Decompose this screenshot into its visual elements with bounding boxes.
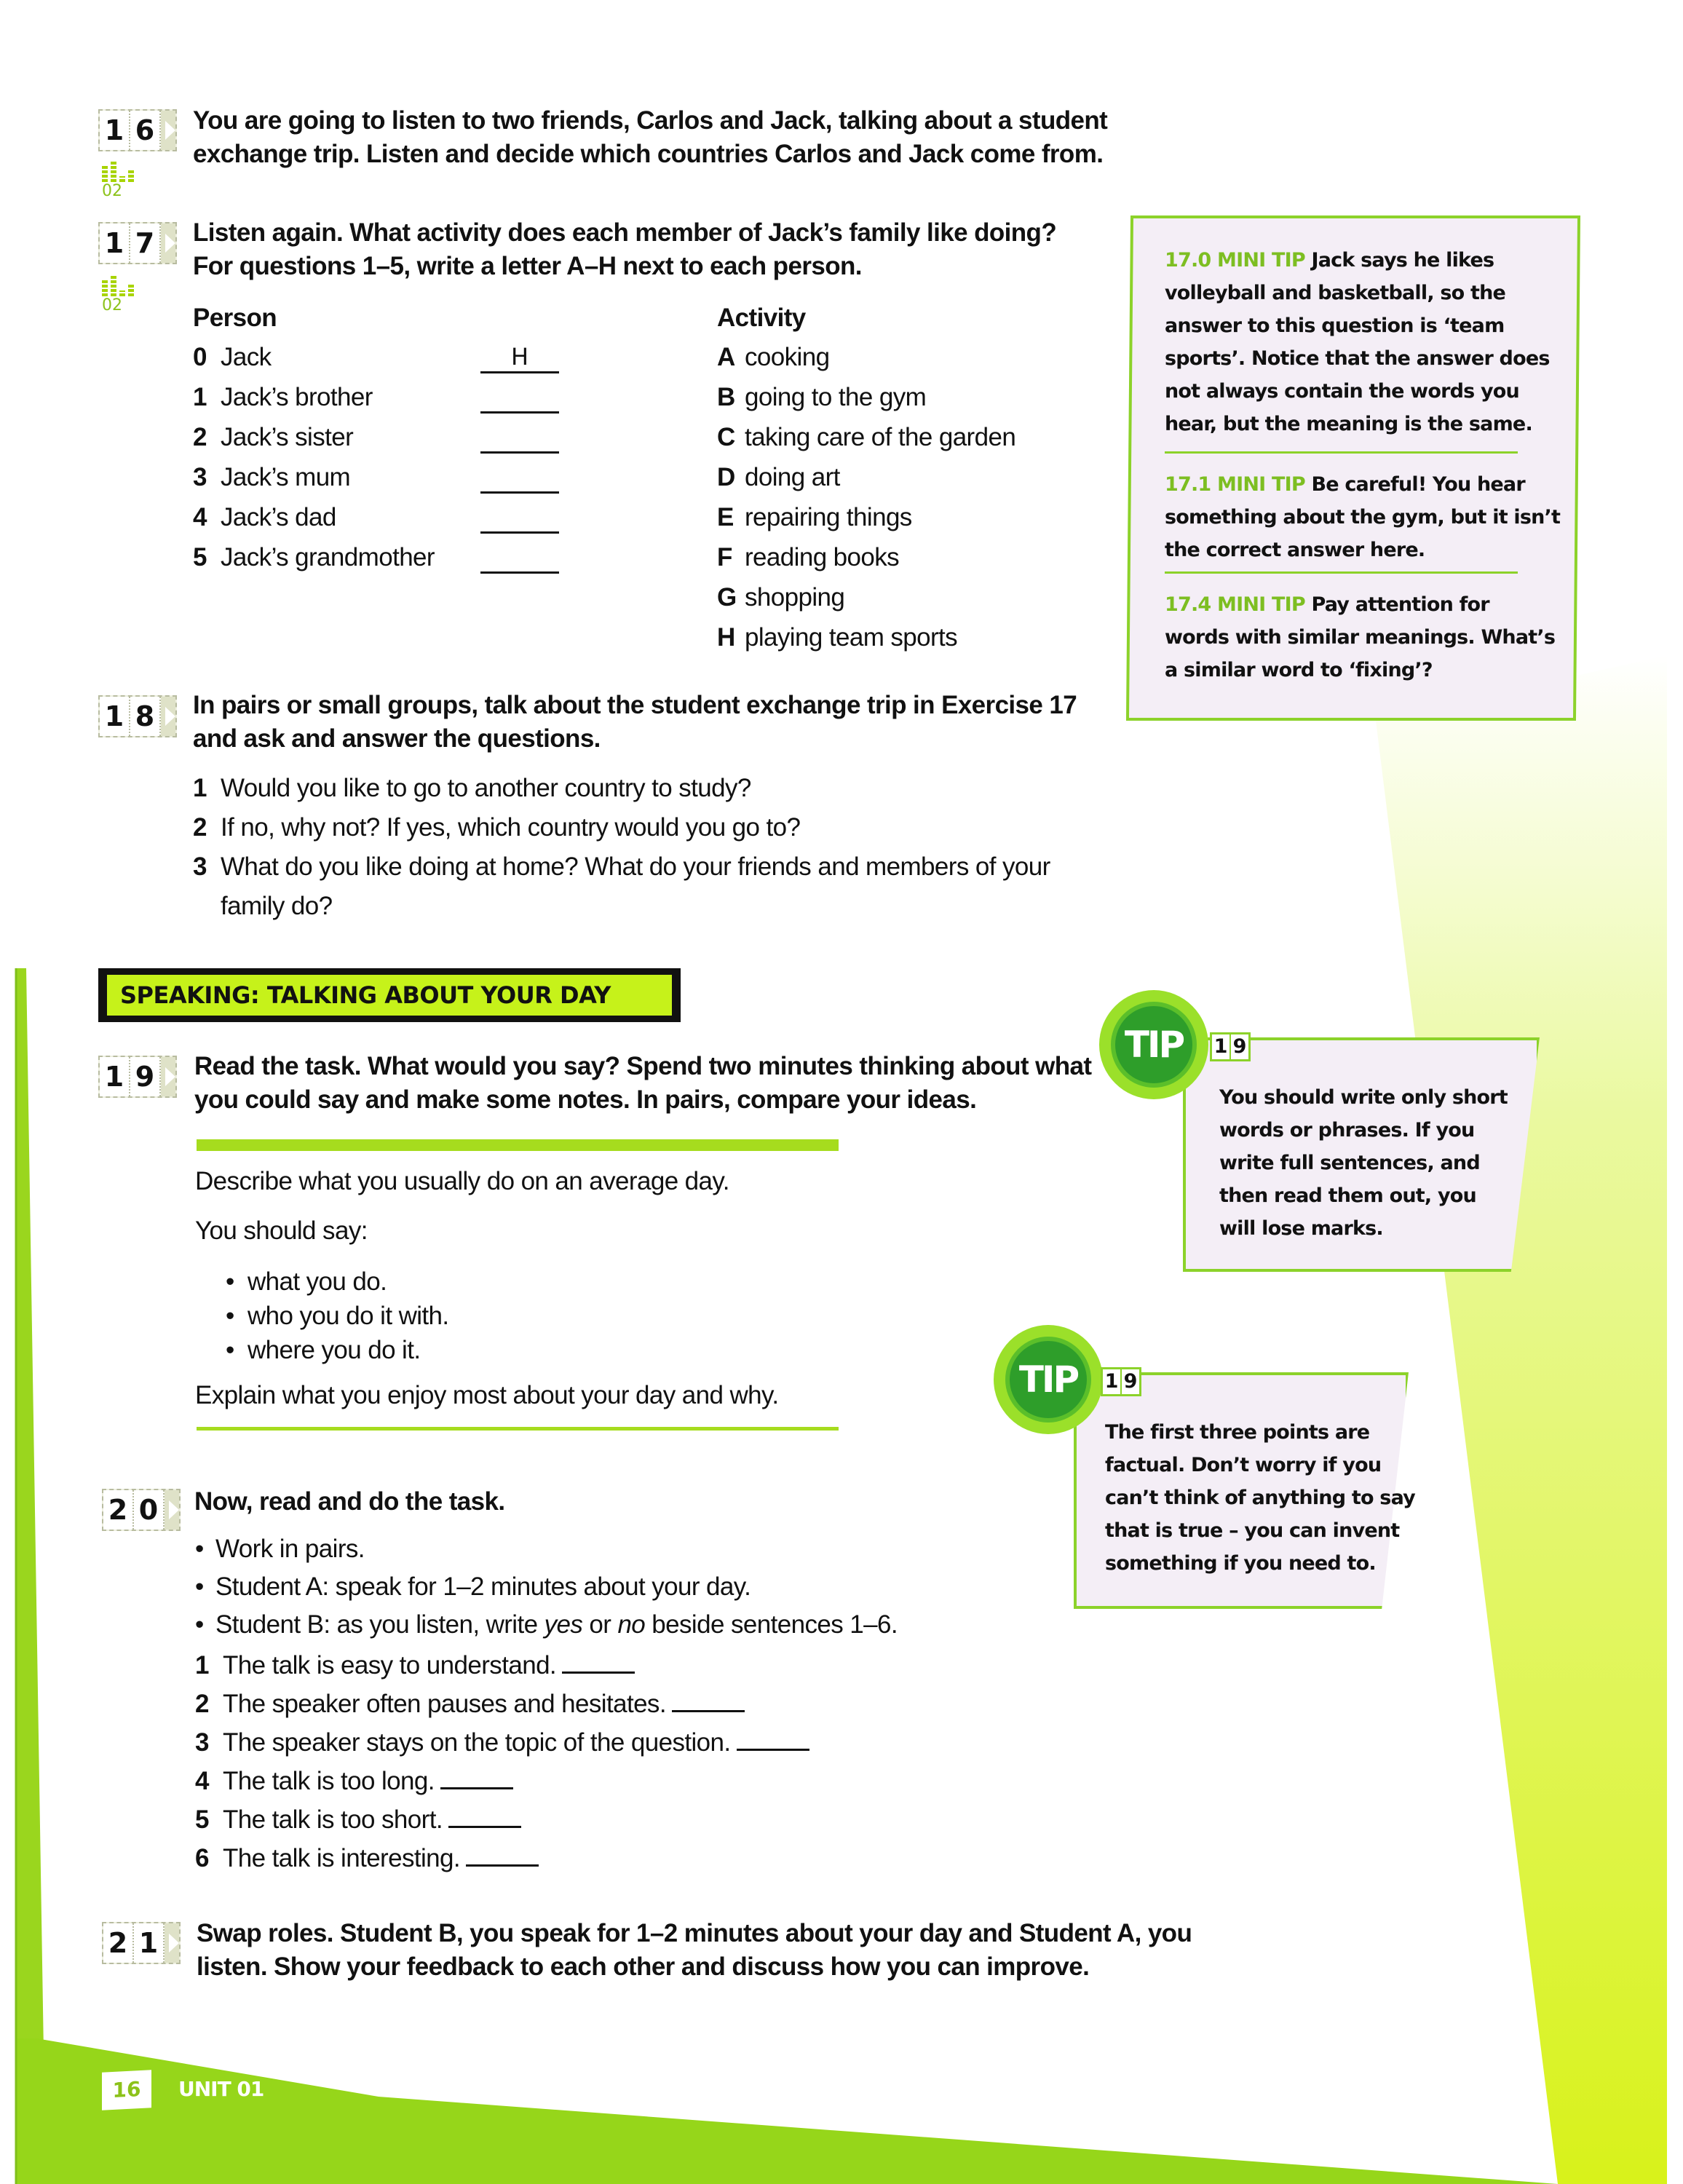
badge-digit: 1 xyxy=(100,1057,130,1096)
answer-blank[interactable] xyxy=(562,1650,635,1674)
mini-tip-line: not always contain the words you xyxy=(1165,380,1519,403)
activity-letter: E xyxy=(717,503,734,531)
audio-track-number: 02 xyxy=(102,296,122,314)
statement-item xyxy=(195,1649,635,1682)
activity-label: cooking xyxy=(745,343,830,371)
tip-badge-1 xyxy=(1099,990,1208,1099)
tip-label: TIP xyxy=(1005,1337,1091,1423)
play-arrow-icon xyxy=(165,1490,179,1530)
mini-tip-label: 17.0 xyxy=(1165,249,1211,272)
exercise-18-number-badge xyxy=(98,695,177,737)
audio-track-17[interactable] xyxy=(102,273,146,315)
instruction-line: In pairs or small groups, talk about the student exchange trip in Exercise 17 xyxy=(193,691,1077,719)
badge-digit: 9 xyxy=(130,1057,161,1096)
play-arrow-icon xyxy=(161,111,175,150)
tip-badge-2 xyxy=(994,1325,1103,1434)
statement-number: 1 xyxy=(195,1651,209,1679)
mini-tip-line: sports’. Notice that the answer does xyxy=(1165,347,1550,370)
person-name: Jack’s dad xyxy=(221,503,336,531)
activity-letter: F xyxy=(717,543,732,571)
activity-label: going to the gym xyxy=(745,383,927,411)
instruction-line: Listen again. What activity does each member of Jack’s family like doing? xyxy=(193,218,1057,247)
tip-number-digit: 1 xyxy=(1212,1034,1231,1059)
activity-label: doing art xyxy=(745,463,840,491)
bullet-icon: • xyxy=(195,1535,204,1563)
mini-tip-first-line xyxy=(1165,468,1560,501)
bullet-text: Work in pairs. xyxy=(215,1535,365,1563)
person-number: 3 xyxy=(193,463,207,491)
answer-blank[interactable] xyxy=(672,1688,745,1712)
tip-label: TIP xyxy=(1111,1002,1197,1088)
tip-number-digit: 1 xyxy=(1103,1369,1122,1394)
person-header: Person xyxy=(193,304,277,332)
play-arrow-icon xyxy=(161,1057,175,1096)
mini-tip-tag: MINI TIP xyxy=(1217,593,1305,616)
activity-label: playing team sports xyxy=(745,623,958,652)
answer-blank[interactable]: H xyxy=(480,342,559,373)
statement-item xyxy=(195,1765,513,1798)
instruction-line: Swap roles. Student B, you speak for 1–2 minutes about your day and Student A, you xyxy=(197,1919,1192,1947)
person-number: 1 xyxy=(193,383,207,411)
task-should-say: You should say: xyxy=(195,1216,368,1245)
person-number: 4 xyxy=(193,503,207,531)
mini-tip-label: 17.1 xyxy=(1165,473,1211,496)
mini-tip-first-line xyxy=(1165,244,1550,277)
statement-number: 6 xyxy=(195,1844,209,1872)
bullet-text: or xyxy=(582,1610,618,1639)
bullet-icon: • xyxy=(226,1267,234,1296)
activity-label: shopping xyxy=(745,583,845,612)
statement-number: 4 xyxy=(195,1767,209,1795)
badge-digit: 6 xyxy=(130,111,161,150)
question-number: 2 xyxy=(193,813,207,842)
question-text: Would you like to go to another country to study? xyxy=(221,774,751,802)
exercise-21-number-badge xyxy=(102,1922,181,1964)
statement-item xyxy=(195,1688,745,1721)
person-name: Jack’s brother xyxy=(221,383,373,411)
question-text-continued: family do? xyxy=(221,892,333,920)
statement-text: The speaker stays on the topic of the question. xyxy=(223,1728,731,1757)
mini-tip-line: a similar word to ‘fixing’? xyxy=(1165,659,1433,681)
mini-tip-line: the correct answer here. xyxy=(1165,539,1425,561)
exercise-19-instruction xyxy=(194,1050,1091,1117)
answer-blank[interactable] xyxy=(466,1843,539,1867)
statement-text: The speaker often pauses and hesitates. xyxy=(223,1690,666,1718)
exercise-20-instruction: Now, read and do the task. xyxy=(194,1487,505,1516)
task-bullet xyxy=(226,1299,449,1333)
mini-tip xyxy=(1165,588,1555,687)
answer-blank[interactable] xyxy=(480,382,559,414)
answer-blank[interactable] xyxy=(440,1765,513,1789)
activity-letter: A xyxy=(717,343,735,371)
tip-line: You should write only short xyxy=(1219,1086,1508,1109)
bullet-text: Student B: as you listen, write xyxy=(215,1610,544,1639)
answer-blank[interactable] xyxy=(480,542,559,574)
activity-row xyxy=(717,621,957,654)
activity-row xyxy=(717,501,912,534)
person-row xyxy=(193,501,336,534)
bullet-emphasis: no xyxy=(617,1610,646,1639)
right-green-wedge xyxy=(1376,655,1667,2184)
audio-equalizer-icon xyxy=(102,273,146,296)
instruction-line: exchange trip. Listen and decide which countries Carlos and Jack come from. xyxy=(193,140,1104,168)
mini-tip-line: Pay attention for xyxy=(1311,593,1489,616)
page-number: 16 xyxy=(102,2070,151,2110)
question-number: 3 xyxy=(193,852,207,881)
left-green-strip xyxy=(16,968,44,2053)
mini-tip-tag: MINI TIP xyxy=(1217,473,1305,496)
person-row xyxy=(193,461,350,494)
badge-digit: 2 xyxy=(103,1490,134,1530)
activity-row xyxy=(717,541,899,574)
mini-tip-line: hear, but the meaning is the same. xyxy=(1165,413,1532,435)
mini-tip-first-line xyxy=(1165,588,1555,621)
person-number: 5 xyxy=(193,543,207,571)
statement-text: The talk is easy to understand. xyxy=(223,1651,557,1679)
bullet-icon: • xyxy=(226,1336,234,1364)
audio-equalizer-icon xyxy=(102,159,146,182)
task-bullet xyxy=(195,1570,751,1604)
person-name: Jack xyxy=(221,343,272,371)
mini-tip-line: Jack says he likes xyxy=(1311,249,1494,272)
audio-track-number: 02 xyxy=(102,182,122,200)
instruction-line: listen. Show your feedback to each other and discuss how you can improve. xyxy=(197,1952,1090,1981)
bullet-emphasis: yes xyxy=(544,1610,583,1639)
instruction-line: Read the task. What would you say? Spend two minutes thinking about what xyxy=(194,1052,1092,1080)
badge-digit: 8 xyxy=(130,697,161,736)
exercise-20-number-badge xyxy=(102,1489,181,1531)
question-text: What do you like doing at home? What do your friends and members of your xyxy=(221,852,1050,881)
activity-header: Activity xyxy=(717,304,806,332)
task-bullet xyxy=(226,1334,421,1367)
badge-digit: 1 xyxy=(100,697,130,736)
badge-digit: 7 xyxy=(130,223,161,263)
bullet-icon: • xyxy=(226,1302,234,1330)
tip-line: then read them out, you xyxy=(1219,1184,1476,1207)
bullet-text: beside sentences 1–6. xyxy=(645,1610,898,1639)
answer-blank[interactable] xyxy=(480,422,559,454)
badge-digit: 1 xyxy=(100,223,130,263)
mini-tip-line: something about the gym, but it isn’t xyxy=(1165,506,1561,529)
task-bullet xyxy=(195,1608,898,1642)
tip-2-number xyxy=(1101,1367,1141,1396)
play-arrow-icon xyxy=(161,697,175,736)
instruction-line: and ask and answer the questions. xyxy=(193,724,601,753)
question-item xyxy=(193,772,751,805)
statement-text: The talk is too long. xyxy=(223,1767,435,1795)
bullet-text: who you do it with. xyxy=(248,1302,449,1330)
mini-tip xyxy=(1165,468,1560,566)
tip-2-text xyxy=(1105,1416,1415,1580)
tip-line: The first three points are xyxy=(1105,1421,1370,1444)
task-bullet xyxy=(226,1265,387,1299)
statement-text: The talk is too short. xyxy=(223,1805,443,1834)
statement-item xyxy=(195,1803,521,1837)
badge-digit: 1 xyxy=(134,1923,165,1963)
mini-tip-line: Be careful! You hear xyxy=(1311,473,1525,496)
exercise-17-number-badge xyxy=(98,222,177,264)
bullet-text: what you do. xyxy=(248,1267,387,1296)
exercise-21-instruction xyxy=(197,1917,1192,1984)
mini-tip-divider xyxy=(1165,571,1518,574)
tip-line: something if you need to. xyxy=(1105,1552,1376,1575)
task-card-top-bar xyxy=(197,1139,839,1151)
answer-blank[interactable] xyxy=(448,1804,521,1828)
question-item xyxy=(193,850,1050,884)
activity-label: taking care of the garden xyxy=(745,423,1016,451)
unit-label: UNIT 01 xyxy=(178,2077,264,2101)
person-name: Jack’s grandmother xyxy=(221,543,435,571)
statement-number: 5 xyxy=(195,1805,209,1834)
person-row xyxy=(193,341,272,374)
statement-number: 2 xyxy=(195,1690,209,1718)
play-arrow-icon xyxy=(165,1923,179,1963)
audio-track-16[interactable] xyxy=(102,159,146,201)
tip-line: will lose marks. xyxy=(1219,1217,1383,1240)
bullet-text: Student A: speak for 1–2 minutes about your day. xyxy=(215,1572,751,1601)
question-number: 1 xyxy=(193,774,207,802)
question-item xyxy=(193,811,800,844)
tip-line: write full sentences, and xyxy=(1219,1152,1480,1174)
activity-letter: C xyxy=(717,423,735,451)
person-name: Jack’s mum xyxy=(221,463,351,491)
statement-text: The talk is interesting. xyxy=(223,1844,461,1872)
activity-row xyxy=(717,381,926,414)
activity-row xyxy=(717,341,829,374)
instruction-line: For questions 1–5, write a letter A–H next to each person. xyxy=(193,252,862,280)
statement-number: 3 xyxy=(195,1728,209,1757)
bullet-icon: • xyxy=(195,1572,204,1601)
mini-tip-label: 17.4 xyxy=(1165,593,1211,616)
person-number: 0 xyxy=(193,343,207,371)
bullet-icon: • xyxy=(195,1610,204,1639)
task-prompt: Describe what you usually do on an average day. xyxy=(195,1167,729,1195)
mini-tip-line: answer to this question is ‘team xyxy=(1165,314,1505,337)
mini-tip xyxy=(1165,244,1550,440)
mini-tip-tag: MINI TIP xyxy=(1217,249,1305,272)
activity-letter: D xyxy=(717,463,735,491)
instruction-line: you could say and make some notes. In pairs, compare your ideas. xyxy=(194,1085,977,1114)
tip-line: factual. Don’t worry if you xyxy=(1105,1454,1382,1476)
exercise-16-number-badge xyxy=(98,109,177,151)
badge-digit: 2 xyxy=(103,1923,134,1963)
tip-line: that is true – you can invent xyxy=(1105,1519,1400,1542)
task-bullet xyxy=(195,1532,365,1566)
mini-tip-divider xyxy=(1165,451,1518,454)
task-explain: Explain what you enjoy most about your day and why. xyxy=(195,1381,779,1409)
mini-tip-line: words with similar meanings. What’s xyxy=(1165,626,1556,649)
question-text: If no, why not? If yes, which country would you go to? xyxy=(221,813,801,842)
activity-row xyxy=(717,581,844,614)
statement-item xyxy=(195,1842,539,1875)
answer-blank[interactable] xyxy=(480,502,559,534)
exercise-19-number-badge xyxy=(98,1056,177,1098)
footer-green-band xyxy=(16,2038,1558,2184)
person-name: Jack’s sister xyxy=(221,423,354,451)
answer-blank[interactable] xyxy=(737,1727,809,1751)
tip-number-digit: 9 xyxy=(1232,1035,1247,1058)
badge-digit: 0 xyxy=(134,1490,165,1530)
person-row xyxy=(193,541,435,574)
mini-tip-line: volleyball and basketball, so the xyxy=(1165,282,1506,304)
statement-item xyxy=(195,1726,809,1760)
tip-1-text xyxy=(1219,1081,1508,1245)
tip-1-number xyxy=(1210,1032,1251,1061)
tip-line: can’t think of anything to say xyxy=(1105,1487,1415,1509)
activity-letter: H xyxy=(717,623,735,652)
exercise-18-instruction xyxy=(193,689,1077,756)
exercise-16-instruction xyxy=(193,104,1107,171)
task-card-bottom-bar xyxy=(197,1427,839,1431)
tip-line: words or phrases. If you xyxy=(1219,1119,1475,1142)
bullet-text: where you do it. xyxy=(248,1336,421,1364)
person-row xyxy=(193,381,373,414)
activity-letter: B xyxy=(717,383,735,411)
answer-blank[interactable] xyxy=(480,462,559,494)
activity-row xyxy=(717,461,840,494)
activity-letter: G xyxy=(717,583,737,612)
badge-digit: 1 xyxy=(100,111,130,150)
activity-label: repairing things xyxy=(745,503,912,531)
instruction-line: You are going to listen to two friends, Carlos and Jack, talking about a student xyxy=(193,106,1108,135)
tip-number-digit: 9 xyxy=(1123,1370,1138,1393)
activity-row xyxy=(717,421,1015,454)
exercise-17-instruction xyxy=(193,216,1056,283)
person-row xyxy=(193,421,353,454)
person-number: 2 xyxy=(193,423,207,451)
activity-label: reading books xyxy=(745,543,900,571)
play-arrow-icon xyxy=(161,223,175,263)
section-banner: SPEAKING: TALKING ABOUT YOUR DAY xyxy=(98,968,681,1022)
